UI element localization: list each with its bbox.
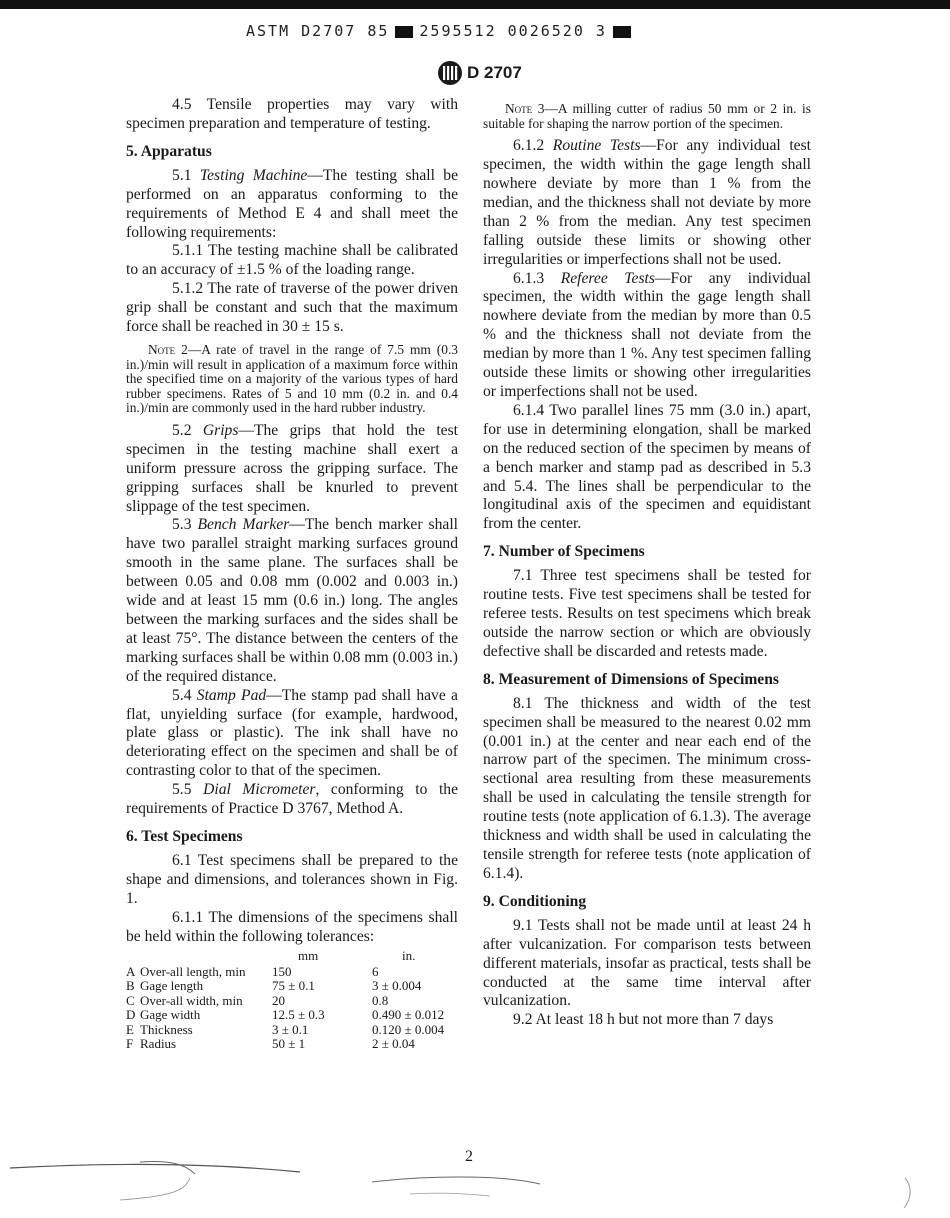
- page-number: 2: [465, 1148, 473, 1165]
- paragraph-6-1-2: 6.1.2 Routine Tests—For any individual test specimen, the width within the gage length shall nowhere deviate by more than 1 % from the median, and the thickness shall not deviate by more than 2 % from the median. Any test specimen falling outside these limits or showing other irregularities or imperfections shall not be used.: [483, 137, 811, 268]
- document-header-line: [246, 22, 637, 40]
- column-header-mm: mm: [298, 947, 319, 963]
- astm-logo-icon: [437, 60, 463, 86]
- tolerance-table-header: [126, 949, 458, 965]
- scan-artifact-lines: [0, 1150, 950, 1218]
- scan-top-border: [0, 0, 950, 9]
- header-barcode-number: 2595512 0026520 3: [419, 22, 607, 40]
- header-astm-id: ASTM D2707 85: [246, 22, 390, 40]
- table-row: A Over-all length, min 150 6: [126, 963, 379, 979]
- right-column: [483, 96, 811, 1030]
- section-5-heading: 5. Apparatus: [126, 142, 212, 160]
- paragraph-5-1-2: 5.1.2 The rate of traverse of the power driven grip shall be constant and such that the maximum force shall be reached in 30 ± 15 s.: [126, 280, 458, 336]
- paragraph-6-1: 6.1 Test specimens shall be prepared to the shape and dimensions, and tolerances shown in Fig. 1.: [126, 851, 458, 907]
- paragraph-5-5: 5.5 Dial Micrometer, conforming to the requirements of Practice D 3767, Method A.: [126, 781, 459, 818]
- note-2: Note 2—A rate of travel in the range of 7.5 mm (0.3 in.)/min will result in application of a maximum force within the specified time on a majority of the various types of hard rubber specimens. Rates of 5 and 10 mm (0.2 in. and 0.4 in.)/min are commonly used in the hard rubber industry.: [126, 341, 458, 416]
- table-row: C Over-all width, min 20 0.8: [126, 992, 389, 1008]
- column-header-in: in.: [402, 947, 416, 963]
- paragraph-7-1: 7.1 Three test specimens shall be tested for routine tests. Five test specimens shall be tested for referee tests. Results on test specimens which break outside the narrow section or which are obviously defective shall be discarded and retests made.: [483, 567, 811, 660]
- paragraph-5-1: 5.1 Testing Machine—The testing shall be performed on an apparatus conforming to the requirements of Method E 4 and shall meet the following requirements:: [126, 166, 458, 241]
- paragraph-4-5: 4.5 Tensile properties may vary with specimen preparation and temperature of testing.: [126, 96, 458, 132]
- paragraph-9-1: 9.1 Tests shall not be made until at least 24 h after vulcanization. For comparison tests between different materials, insofar as practical, tests shall be conducted at the same time interval after vulcanization.: [483, 916, 811, 1010]
- paragraph-5-3: 5.3 Bench Marker—The bench marker shall have two parallel straight marking surfaces ground smooth in the same plane. The surfaces shall be between 0.05 and 0.08 mm (0.002 and 0.003 in.) wide and at least 15 mm (0.6 in.) long. The angles between the marking surfaces and the sides shall be at least 75°. The distance between the centers of the marking surfaces shall be within 0.08 mm (0.003 in.) of the required distance.: [126, 516, 458, 685]
- section-7-heading: 7. Number of Specimens: [483, 543, 645, 561]
- table-row: D Gage width 12.5 ± 0.3 0.490 ± 0.012: [126, 1007, 445, 1023]
- paragraph-6-1-3: 6.1.3 Referee Tests—For any individual specimen, the width within the gage length shall nowhere deviate from the median by more than 0.5 % and the thickness shall not deviate from the median by more than 1 %. Any test specimen falling outside these limits or showing other irregularities or imperfections shall not be used.: [483, 269, 811, 400]
- paragraph-9-2: 9.2 At least 18 h but not more than 7 days: [513, 1011, 774, 1029]
- paragraph-5-4: 5.4 Stamp Pad—The stamp pad shall have a flat, unyielding surface (for example, hardwood, plate glass or plastic). The ink shall have no deteriorating effect on the specimen and shall be of contrasting color to that of the specimen.: [126, 686, 458, 780]
- table-row: E Thickness 3 ± 0.1 0.120 ± 0.004: [126, 1021, 445, 1037]
- paragraph-5-1-1: 5.1.1 The testing machine shall be calibrated to an accuracy of ±1.5 % of the loading range.: [126, 242, 458, 279]
- left-column: [126, 96, 458, 1051]
- section-6-heading: 6. Test Specimens: [126, 827, 243, 845]
- note-3: Note 3—A milling cutter of radius 50 mm or 2 in. is suitable for shaping the narrow portion of the specimen.: [483, 101, 811, 131]
- table-row: F Radius 50 ± 1 2 ± 0.04: [126, 1035, 415, 1051]
- paragraph-5-2: 5.2 Grips—The grips that hold the test specimen in the testing machine shall exert a uniform pressure across the gripping surface. The gripping surfaces shall be knurled to prevent slippage of the test specimen.: [126, 421, 458, 515]
- paragraph-8-1: 8.1 The thickness and width of the test specimen shall be measured to the nearest 0.02 mm (0.001 in.) at the center and near each end of the narrow part of the specimen. The minimum cross-sectional area resulting from these measurements shall be used in calculating the tensile strength for routine tests (note application of 6.1.3). The average thickness and width shall be used in calculating the tensile strength for referee tests (note application of 6.1.4).: [483, 694, 811, 882]
- paragraph-6-1-1: 6.1.1 The dimensions of the specimens shall be held within the following tolerances:: [126, 908, 458, 945]
- tolerance-table: [126, 949, 458, 1052]
- table-row: B Gage length 75 ± 0.1 3 ± 0.004: [126, 978, 422, 994]
- header-black-mark: [395, 26, 413, 38]
- paragraph-6-1-4: 6.1.4 Two parallel lines 75 mm (3.0 in.) apart, for use in determining elongation, shall be marked on the reduced section of the specimen by means of a bench marker and stamp pad as described in 5.3 and 5.4. The lines shall be perpendicular to the longitudinal axis of the specimen and equidistant from the center.: [483, 401, 811, 533]
- header-black-mark: [613, 26, 631, 38]
- section-9-heading: 9. Conditioning: [483, 892, 587, 910]
- standard-code: D 2707: [467, 63, 522, 82]
- standard-designation: [437, 60, 522, 86]
- section-8-heading: 8. Measurement of Dimensions of Specimens: [483, 670, 779, 688]
